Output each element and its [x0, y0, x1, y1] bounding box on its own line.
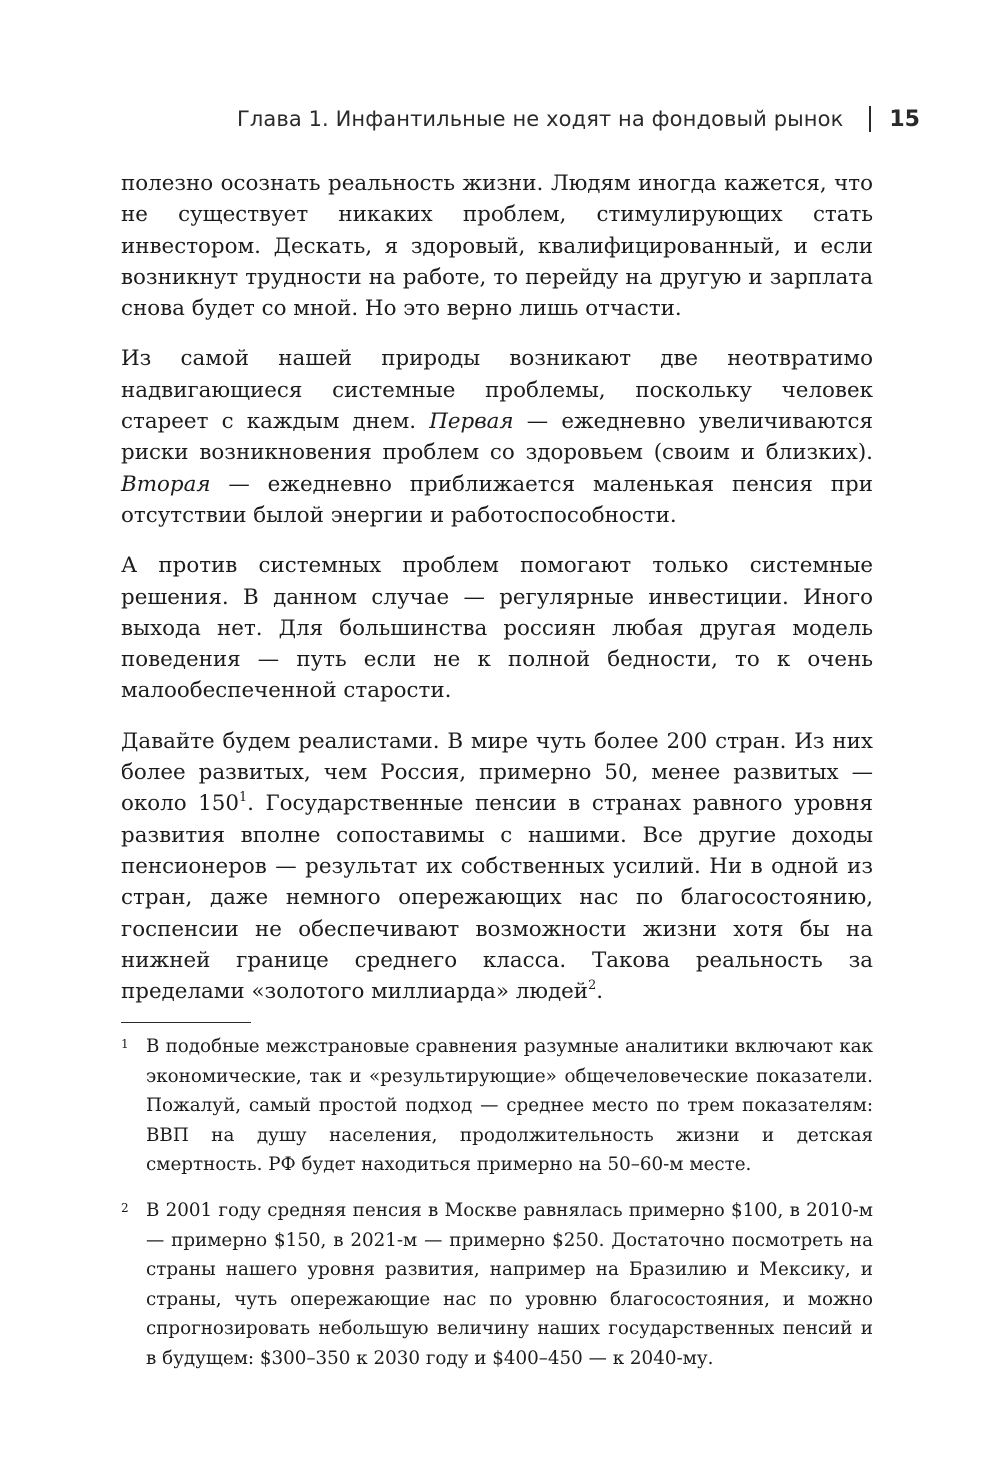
footnote-text: В подобные межстрановые сравнения разумные аналитики включают как экономические, так и «результирующие» общечеловеческие показатели. Пожалуй, самый простой подход — среднее место по трем показателям: ВВП на душу населения, продолжительность жизни и детская смертность. РФ будет находиться примерно на 50–60-м месте. [146, 1036, 873, 1176]
header-separator [869, 106, 871, 132]
paragraph-4-part-c: . [596, 979, 604, 1005]
first-label: Первая [429, 409, 514, 435]
paragraph-2 [121, 343, 873, 531]
paragraph-2-part-c: — ежедневно приближается маленькая пенсия при отсутствии былой энергии и работоспособности. [121, 471, 873, 528]
paragraph-2-part-a: Из самой нашей природы возникают две неотвратимо надвигающиеся системные проблемы, поскольку человек стареет с каждым днем. [121, 346, 873, 435]
paragraph-1: полезно осознать реальность жизни. Людям иногда кажется, что не существует никаких проблем, стимулирующих стать инвестором. Дескать, я здоровый, квалифицированный, и если возникнут трудности на работе, то перейду на другую и зарплата снова будет со мной. Но это верно лишь отчасти. [121, 171, 873, 322]
footnotes [121, 1032, 873, 1390]
footnote-number: 2 [121, 1200, 129, 1215]
paragraph-3: А против системных проблем помогают только системные решения. В данном случае — регулярные инвестиции. Иного выхода нет. Для большинства россиян любая другая модель поведения — путь если не к полной бедности, то к очень малообеспеченной старости. [121, 553, 873, 704]
main-text [121, 168, 873, 1026]
footnote-1 [121, 1032, 873, 1180]
second-label: Вторая [121, 471, 211, 497]
chapter-title: Глава 1. Инфантильные не ходят на фондовый рынок [236, 107, 844, 131]
running-header [237, 101, 920, 137]
footnote-ref-1: 1 [238, 789, 248, 805]
paragraph-4 [121, 726, 873, 1008]
footnote-divider [121, 1022, 251, 1023]
paragraph-2-part-b: — ежедневно увеличиваются риски возникновения проблем со здоровьем (своим и близких). [121, 409, 873, 466]
footnote-text: В 2001 году средняя пенсия в Москве равнялась примерно $100, в 2010-м — примерно $150, в 2021-м — примерно $250. Достаточно посмотреть на страны нашего уровня развития, например на Бразилию и Мексику, и страны, чуть опережающие нас по уровню благосостояния, и можно спрогнозировать небольшую величину наших государственных пенсий и в будущем: $300–350 к 2030 году и $400–450 — к 2040-му. [146, 1199, 873, 1369]
page-number: 15 [889, 106, 920, 132]
footnote-number: 1 [121, 1037, 129, 1051]
footnote-2 [121, 1196, 873, 1374]
paragraph-4-part-b: . Государственные пенсии в странах равного уровня развития вполне сопоставимы с нашими. Все другие доходы пенсионеров — результат их собственных усилий. Ни в одной из стран, даже немного опережающих нас по благосостоянию, госпенсии не обеспечивают возможности жизни хотя бы на нижней границе среднего класса. Такова реальность за пределами «золотого миллиарда» людей [121, 791, 873, 1005]
paragraph-4-part-a: Давайте будем реалистами. В мире чуть более 200 стран. Из них более развитых, чем Россия, примерно 50, менее развитых — около 150 [121, 728, 873, 817]
footnote-ref-2: 2 [588, 977, 597, 993]
